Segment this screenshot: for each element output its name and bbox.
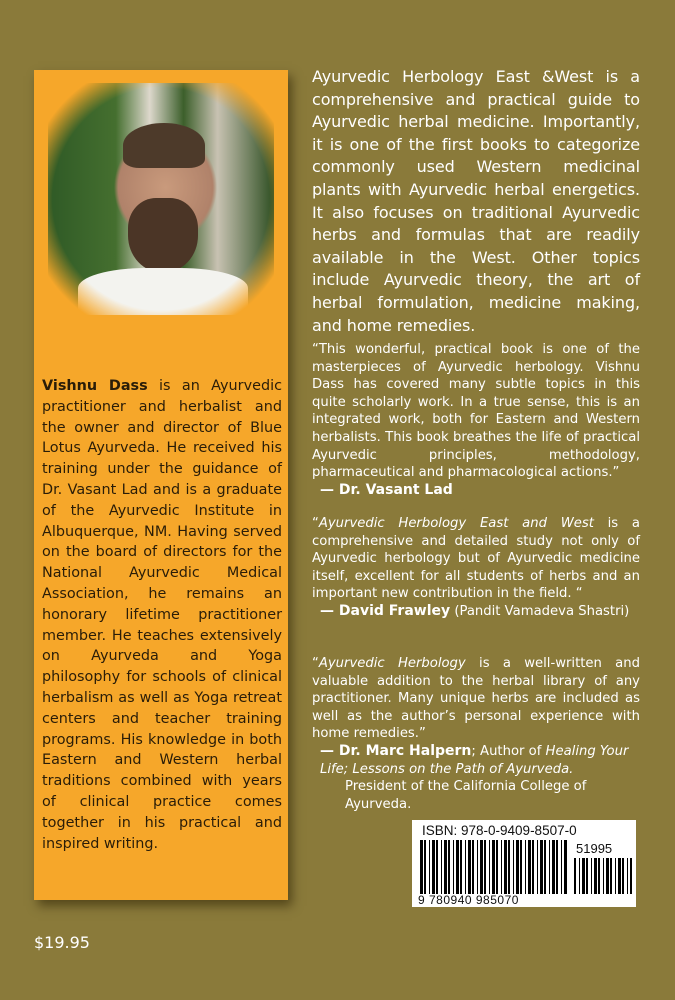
barcode-bar xyxy=(615,858,616,894)
barcode-bar xyxy=(591,858,592,894)
quote-halpern-author: — Dr. Marc Halpern xyxy=(320,742,472,759)
barcode-bar xyxy=(432,840,435,894)
quote-frawley-attribution xyxy=(312,603,640,621)
barcode-bar xyxy=(622,858,624,894)
barcode-bars xyxy=(420,840,568,894)
author-photo xyxy=(48,83,274,315)
barcode-bar xyxy=(540,840,543,894)
quote-halpern-title: Ayurvedic Herbology xyxy=(318,656,466,671)
barcode-digits: 9 780940 985070 xyxy=(418,893,519,907)
quote-frawley-author-note: (Pandit Vamadeva Shastri) xyxy=(450,603,630,619)
barcode-bar xyxy=(579,858,580,894)
quote-frawley-text: is a comprehensive and detailed study not only of Ayurvedic herbology but of Ayurvedic medicine itself, excellent for all students of herbs and an important new contribution in the field. “ xyxy=(312,516,640,602)
barcode-bar xyxy=(424,840,426,894)
barcode-bar xyxy=(627,858,628,894)
quote-halpern-author-note: ; Author of xyxy=(471,743,546,759)
quote-halpern-attribution xyxy=(312,743,640,778)
barcode-bar xyxy=(594,858,597,894)
price-code-bars xyxy=(574,858,632,894)
barcode-bar xyxy=(492,840,495,894)
barcode-bar xyxy=(429,840,430,894)
book-description: Ayurvedic Herbology East &West is a comprehensive and practical guide to Ayurvedic herbal medicine. Importantly, it is one of the first books to categorize commonly used Western medicinal plants with Ayurvedic herbal energetics. It also focuses on traditional Ayurvedic herbs and formulas that are readily available in the West. Other topics include Ayurvedic theory, the art of herbal formulation, medicine making, and home remedies. xyxy=(312,67,640,335)
quote-frawley-title: Ayurvedic Herbology East and West xyxy=(318,516,594,531)
barcode-bar xyxy=(480,840,483,894)
barcode-bar xyxy=(489,840,490,894)
quote-frawley xyxy=(312,515,640,621)
isbn-barcode xyxy=(412,820,636,907)
barcode-bar xyxy=(537,840,538,894)
quote-halpern-text: is a well-written and valuable addition to the herbal library of any practitioner. Many unique herbs are included as well as the author’s personal experience with home remedies.” xyxy=(312,656,640,742)
barcode-bar xyxy=(436,840,438,894)
barcode-bar xyxy=(520,840,522,894)
isbn-label: ISBN: 978-0-9409-8507-0 xyxy=(422,823,577,838)
barcode-bar xyxy=(556,840,558,894)
barcode-bar xyxy=(574,858,576,894)
barcode-bar xyxy=(504,840,507,894)
barcode-bar xyxy=(564,840,567,894)
barcode-bar xyxy=(441,840,442,894)
barcode-bar xyxy=(496,840,498,894)
author-photo-beard xyxy=(128,198,198,273)
quote-frawley-author: — David Frawley xyxy=(320,602,451,619)
barcode-bar xyxy=(516,840,519,894)
author-photo-hair xyxy=(123,123,205,168)
quote-lad-text: “This wonderful, practical book is one of the masterpieces of Ayurvedic herbology. Vishnu Dass has covered many subtle topics in this quite scholarly work. In a true sense, this is an integrated work, both for Eastern and Western herbalists. This book breathes the life of practical Ayurvedic principles, methodology, pharmaceutical and pharmacological actions.” xyxy=(312,342,640,481)
quote-lad xyxy=(312,341,640,499)
barcode-bar xyxy=(525,840,526,894)
quote-halpern-open: “ xyxy=(312,656,319,671)
quote-halpern-book: Healing Your Life; Lessons on the Path of Ayurveda. xyxy=(320,743,629,777)
quote-halpern xyxy=(312,655,640,813)
barcode-bar xyxy=(549,840,550,894)
barcode-bar xyxy=(420,840,423,894)
barcode-bar xyxy=(561,840,562,894)
barcode-bar xyxy=(544,840,546,894)
barcode-bar xyxy=(603,858,604,894)
barcode-bar xyxy=(460,840,462,894)
author-bio-text: is an Ayurvedic practitioner and herbalist and the owner and director of Blue Lotus Ayurveda. He received his training under the guidance of Dr. Vasant Lad and is a graduate of the Ayurvedic Institute in Albuquerque, NM. Having served on the board of directors for the National Ayurvedic Medical Association, he remains an honorary lifetime practitioner member. He teaches extensively on Ayurveda and Yoga philosophy for schools of clinical herbalism as well as Yoga retreat centers and teacher training programs. His knowledge in both Eastern and Western herbal traditions combined with years of clinical practice comes together in his practical and inspired writing. xyxy=(42,378,282,852)
quote-frawley-open: “ xyxy=(312,516,319,531)
quote-halpern-role: President of the California College of Ayurveda. xyxy=(345,779,587,812)
author-sidebar xyxy=(34,70,288,900)
price: $19.95 xyxy=(34,933,90,952)
barcode-bar xyxy=(453,840,454,894)
barcode-bar xyxy=(472,840,474,894)
barcode-bar xyxy=(630,858,632,894)
barcode-bar xyxy=(508,840,510,894)
barcode-bar xyxy=(582,858,585,894)
barcode-bar xyxy=(484,840,486,894)
barcode-bar xyxy=(598,858,600,894)
author-bio xyxy=(42,376,282,854)
barcode-bar xyxy=(456,840,459,894)
quote-lad-author: — Dr. Vasant Lad xyxy=(320,481,453,498)
barcode-bar xyxy=(618,858,621,894)
barcode-bar xyxy=(444,840,447,894)
barcode-bar xyxy=(610,858,612,894)
barcode-bar xyxy=(468,840,471,894)
barcode-bar xyxy=(465,840,466,894)
barcode-bar xyxy=(501,840,502,894)
author-name: Vishnu Dass xyxy=(42,378,148,394)
author-photo-shirt xyxy=(78,268,248,318)
barcode-bar xyxy=(513,840,514,894)
barcode-bar xyxy=(586,858,588,894)
barcode-bar xyxy=(606,858,609,894)
price-code: 51995 xyxy=(576,841,613,856)
barcode-bar xyxy=(532,840,534,894)
barcode-bar xyxy=(477,840,478,894)
barcode-bar xyxy=(552,840,555,894)
barcode-bar xyxy=(448,840,450,894)
barcode-bar xyxy=(528,840,531,894)
